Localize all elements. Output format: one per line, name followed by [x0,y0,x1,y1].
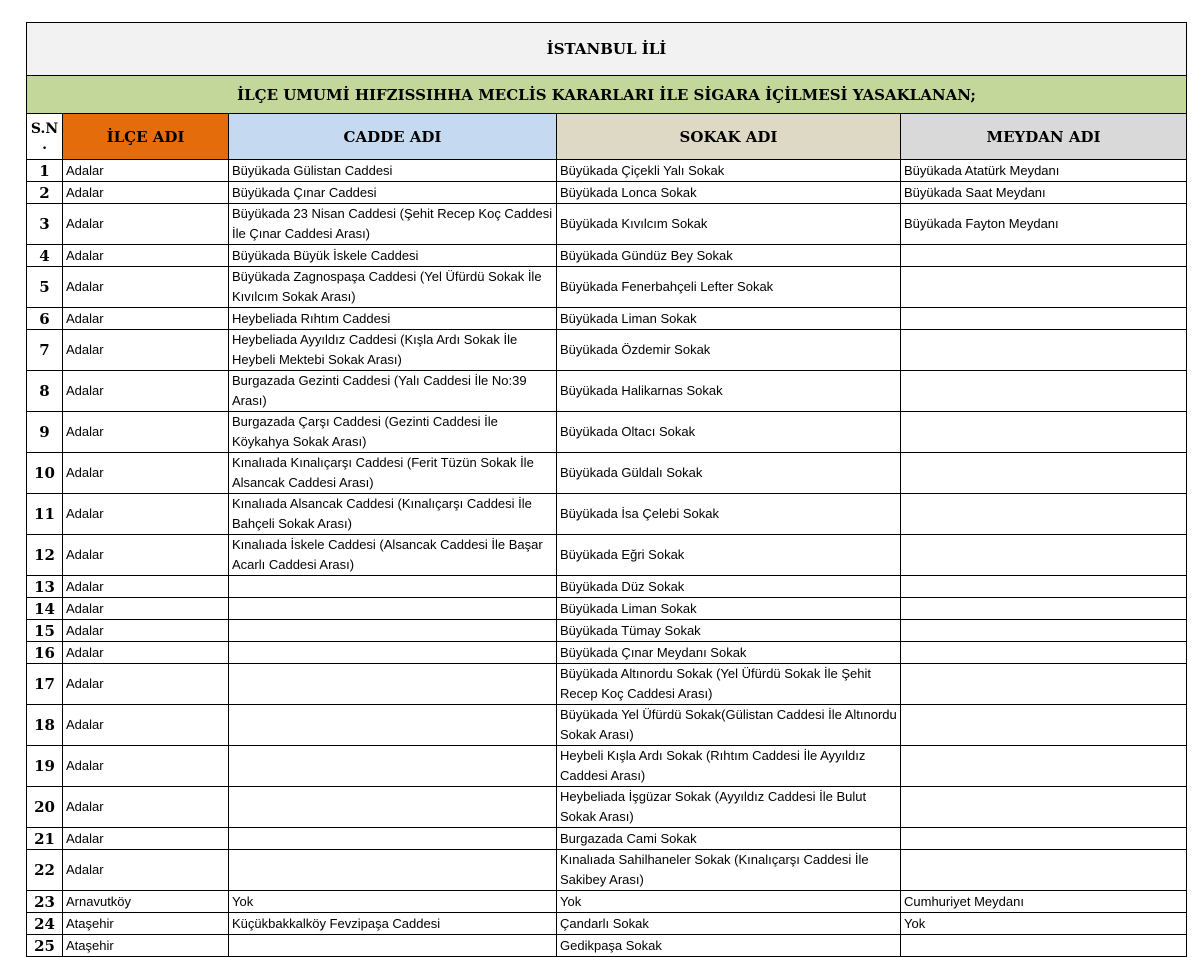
cell-ilce: Adalar [63,598,229,620]
cell-meydan [901,308,1187,330]
column-header-sn: S.N . [27,114,63,160]
cell-ilce: Adalar [63,576,229,598]
cell-sn: 11 [27,494,63,535]
table-row [27,913,1187,935]
cell-meydan [901,664,1187,705]
cell-sn: 3 [27,204,63,245]
table-row [27,705,1187,746]
cell-sn: 9 [27,412,63,453]
cell-meydan [901,453,1187,494]
cell-meydan [901,746,1187,787]
cell-cadde [229,642,557,664]
cell-cadde: Kınalıada Kınalıçarşı Caddesi (Ferit Tüzün Sokak İle Alsancak Caddesi Arası) [229,453,557,494]
cell-cadde: Burgazada Çarşı Caddesi (Gezinti Caddesi İle Köykahya Sokak Arası) [229,412,557,453]
cell-ilce: Adalar [63,787,229,828]
table-row [27,620,1187,642]
cell-ilce: Adalar [63,453,229,494]
cell-meydan [901,267,1187,308]
cell-ilce: Adalar [63,828,229,850]
cell-sokak: Büyükada Fenerbahçeli Lefter Sokak [557,267,901,308]
cell-meydan [901,245,1187,267]
cell-sn: 17 [27,664,63,705]
cell-sokak: Burgazada Cami Sokak [557,828,901,850]
sheet-title: İSTANBUL İLİ [27,23,1187,76]
cell-ilce: Arnavutköy [63,891,229,913]
cell-cadde: Heybeliada Ayyıldız Caddesi (Kışla Ardı Sokak İle Heybeli Mektebi Sokak Arası) [229,330,557,371]
table-row [27,160,1187,182]
cell-ilce: Adalar [63,535,229,576]
cell-ilce: Ataşehir [63,935,229,957]
spreadsheet-table [26,22,1187,957]
cell-sokak: Büyükada Altınordu Sokak (Yel Üfürdü Sokak İle Şehit Recep Koç Caddesi Arası) [557,664,901,705]
cell-cadde: Büyükada 23 Nisan Caddesi (Şehit Recep Koç Caddesi İle Çınar Caddesi Arası) [229,204,557,245]
table-row [27,664,1187,705]
column-header-cadde: CADDE ADI [229,114,557,160]
cell-cadde: Büyükada Büyük İskele Caddesi [229,245,557,267]
cell-sn: 13 [27,576,63,598]
cell-sokak: Büyükada Çiçekli Yalı Sokak [557,160,901,182]
cell-ilce: Adalar [63,330,229,371]
cell-sn: 1 [27,160,63,182]
cell-sokak: Büyükada Oltacı Sokak [557,412,901,453]
cell-ilce: Adalar [63,267,229,308]
cell-meydan [901,642,1187,664]
cell-sn: 18 [27,705,63,746]
cell-ilce: Adalar [63,664,229,705]
cell-sn: 10 [27,453,63,494]
cell-sokak: Büyükada Lonca Sokak [557,182,901,204]
cell-meydan [901,850,1187,891]
cell-ilce: Adalar [63,850,229,891]
cell-sokak: Büyükada Liman Sokak [557,598,901,620]
cell-sn: 14 [27,598,63,620]
table-row [27,642,1187,664]
table-row [27,576,1187,598]
cell-ilce: Adalar [63,494,229,535]
cell-meydan [901,412,1187,453]
column-header-row [27,114,1187,160]
table-row [27,267,1187,308]
cell-sn: 8 [27,371,63,412]
cell-meydan: Büyükada Saat Meydanı [901,182,1187,204]
cell-ilce: Adalar [63,308,229,330]
cell-sokak: Heybeli Kışla Ardı Sokak (Rıhtım Caddesi İle Ayyıldız Caddesi Arası) [557,746,901,787]
cell-sokak: Kınalıada Sahilhaneler Sokak (Kınalıçarşı Caddesi İle Sakibey Arası) [557,850,901,891]
cell-cadde: Kınalıada Alsancak Caddesi (Kınalıçarşı Caddesi İle Bahçeli Sokak Arası) [229,494,557,535]
cell-sokak: Büyükada Kıvılcım Sokak [557,204,901,245]
cell-cadde [229,620,557,642]
cell-ilce: Adalar [63,160,229,182]
cell-cadde: Büyükada Çınar Caddesi [229,182,557,204]
cell-sn: 2 [27,182,63,204]
cell-cadde: Büyükada Gülistan Caddesi [229,160,557,182]
table-row [27,535,1187,576]
cell-ilce: Adalar [63,245,229,267]
cell-sokak: Büyükada Gündüz Bey Sokak [557,245,901,267]
cell-sn: 20 [27,787,63,828]
cell-sokak: Büyükada Eğri Sokak [557,535,901,576]
cell-cadde: Yok [229,891,557,913]
table-row [27,935,1187,957]
cell-meydan: Büyükada Fayton Meydanı [901,204,1187,245]
cell-sn: 24 [27,913,63,935]
cell-cadde: Büyükada Zagnospaşa Caddesi (Yel Üfürdü Sokak İle Kıvılcım Sokak Arası) [229,267,557,308]
cell-ilce: Adalar [63,204,229,245]
cell-meydan [901,494,1187,535]
cell-sokak: Büyükada Tümay Sokak [557,620,901,642]
table-row [27,494,1187,535]
cell-cadde: Küçükbakkalköy Fevzipaşa Caddesi [229,913,557,935]
cell-sn: 22 [27,850,63,891]
table-row [27,746,1187,787]
table-row [27,891,1187,913]
cell-sokak: Büyükada Yel Üfürdü Sokak(Gülistan Caddesi İle Altınordu Sokak Arası) [557,705,901,746]
cell-meydan [901,935,1187,957]
cell-sn: 7 [27,330,63,371]
cell-sokak: Büyükada Düz Sokak [557,576,901,598]
cell-cadde [229,787,557,828]
table-row [27,598,1187,620]
sheet-subtitle: İLÇE UMUMİ HIFZISSIHHA MECLİS KARARLARI İLE SİGARA İÇİLMESİ YASAKLANAN; [27,76,1187,114]
cell-ilce: Adalar [63,705,229,746]
cell-cadde [229,598,557,620]
cell-cadde [229,828,557,850]
cell-meydan: Cumhuriyet Meydanı [901,891,1187,913]
cell-ilce: Ataşehir [63,913,229,935]
cell-sn: 19 [27,746,63,787]
cell-sokak: Büyükada Özdemir Sokak [557,330,901,371]
cell-meydan [901,828,1187,850]
cell-ilce: Adalar [63,412,229,453]
cell-sokak: Heybeliada İşgüzar Sokak (Ayyıldız Caddesi İle Bulut Sokak Arası) [557,787,901,828]
cell-sn: 12 [27,535,63,576]
cell-meydan: Yok [901,913,1187,935]
cell-sokak: Büyükada İsa Çelebi Sokak [557,494,901,535]
cell-sokak: Yok [557,891,901,913]
cell-cadde [229,850,557,891]
cell-sn: 21 [27,828,63,850]
cell-sokak: Çandarlı Sokak [557,913,901,935]
cell-meydan [901,705,1187,746]
cell-cadde: Kınalıada İskele Caddesi (Alsancak Caddesi İle Başar Acarlı Caddesi Arası) [229,535,557,576]
cell-sn: 15 [27,620,63,642]
cell-meydan [901,371,1187,412]
cell-cadde: Burgazada Gezinti Caddesi (Yalı Caddesi İle No:39 Arası) [229,371,557,412]
table-row [27,371,1187,412]
cell-cadde [229,705,557,746]
table-row [27,330,1187,371]
cell-meydan [901,330,1187,371]
cell-cadde [229,576,557,598]
cell-cadde [229,664,557,705]
cell-cadde [229,746,557,787]
table-row [27,453,1187,494]
cell-meydan [901,620,1187,642]
cell-meydan [901,598,1187,620]
cell-meydan: Büyükada Atatürk Meydanı [901,160,1187,182]
table-row [27,412,1187,453]
cell-sokak: Büyükada Güldalı Sokak [557,453,901,494]
cell-ilce: Adalar [63,642,229,664]
cell-sokak: Büyükada Halikarnas Sokak [557,371,901,412]
table-row [27,245,1187,267]
cell-sn: 25 [27,935,63,957]
table-row [27,182,1187,204]
column-header-meydan: MEYDAN ADI [901,114,1187,160]
cell-sn: 6 [27,308,63,330]
cell-sokak: Gedikpaşa Sokak [557,935,901,957]
table-row [27,204,1187,245]
table-row [27,308,1187,330]
table-row [27,850,1187,891]
cell-sn: 23 [27,891,63,913]
cell-meydan [901,576,1187,598]
cell-sokak: Büyükada Çınar Meydanı Sokak [557,642,901,664]
cell-ilce: Adalar [63,620,229,642]
cell-sn: 4 [27,245,63,267]
table-row [27,787,1187,828]
cell-meydan [901,535,1187,576]
cell-ilce: Adalar [63,182,229,204]
cell-sn: 5 [27,267,63,308]
cell-sn: 16 [27,642,63,664]
cell-sokak: Büyükada Liman Sokak [557,308,901,330]
column-header-sokak: SOKAK ADI [557,114,901,160]
cell-ilce: Adalar [63,371,229,412]
cell-meydan [901,787,1187,828]
cell-ilce: Adalar [63,746,229,787]
column-header-ilce: İLÇE ADI [63,114,229,160]
cell-cadde: Heybeliada Rıhtım Caddesi [229,308,557,330]
table-row [27,828,1187,850]
cell-cadde [229,935,557,957]
